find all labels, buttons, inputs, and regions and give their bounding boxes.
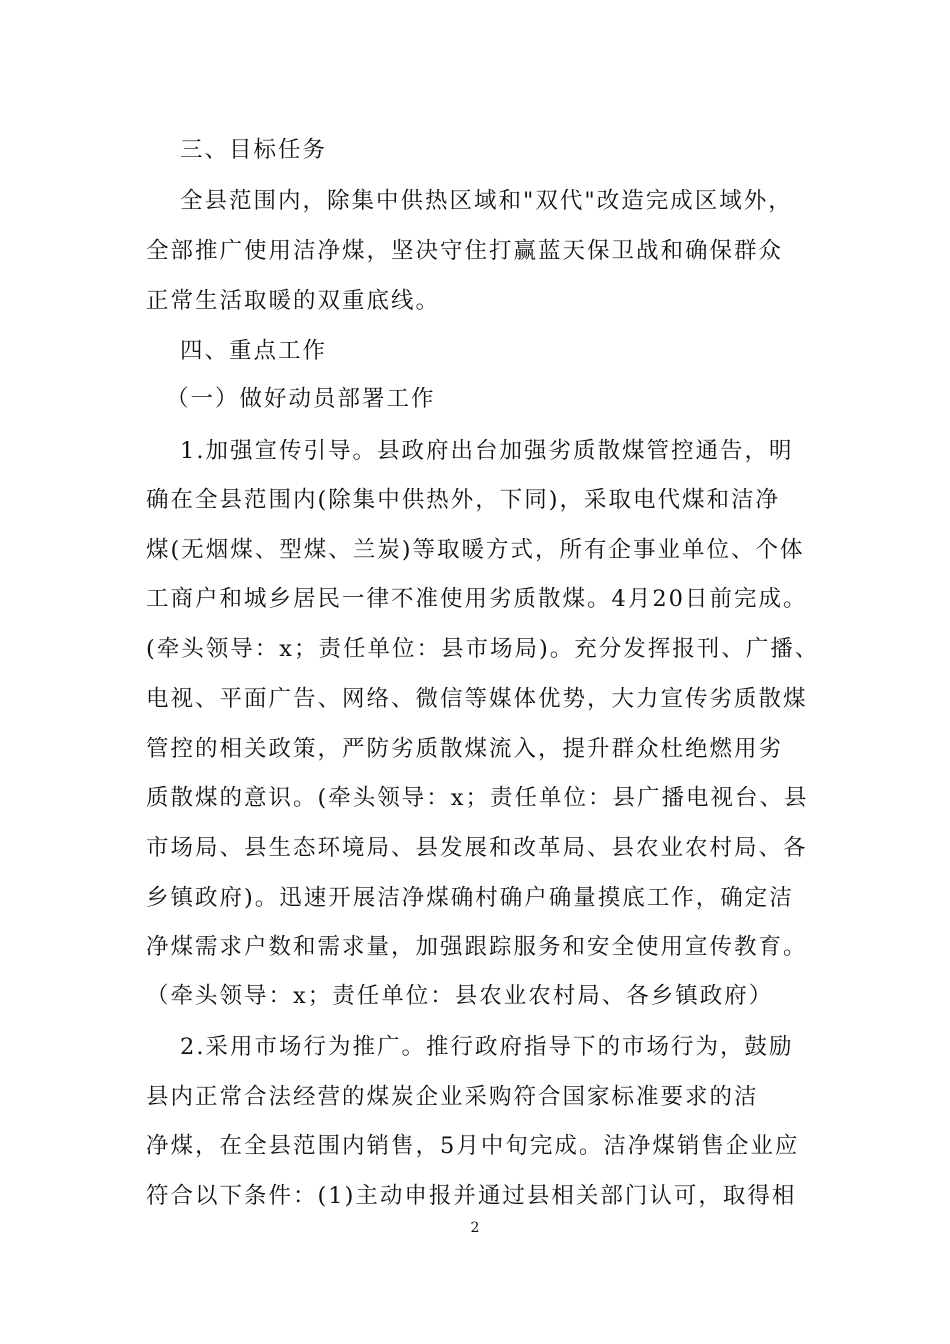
paragraph-line: 电视、平面广告、网络、微信等媒体优势，大力宣传劣质散煤 [146, 686, 808, 712]
paragraph-line: 质散煤的意识。(牵头领导：x；责任单位：县广播电视台、县 [146, 785, 809, 811]
paragraph-line: 1.加强宣传引导。县政府出台加强劣质散煤管控通告，明 [180, 438, 794, 464]
paragraph-line: 工商户和城乡居民一律不准使用劣质散煤。4月20日前完成。 [146, 586, 808, 612]
paragraph-line: 全部推广使用洁净煤，坚决守住打赢蓝天保卫战和确保群众 [146, 238, 784, 264]
paragraph-line: 正常生活取暖的双重底线。 [146, 288, 441, 314]
page-number: 2 [470, 1220, 480, 1236]
paragraph-line: 乡镇政府)。迅速开展洁净煤确村确户确量摸底工作，确定洁 [146, 885, 794, 911]
paragraph-line: 管控的相关政策，严防劣质散煤流入，提升群众杜绝燃用劣 [146, 736, 784, 762]
section-heading-4: 四、重点工作 [180, 338, 328, 364]
paragraph-line: 市场局、县生态环境局、县发展和改革局、县农业农村局、各 [146, 835, 808, 861]
paragraph-line: （牵头领导：x；责任单位：县农业农村局、各乡镇政府） [146, 983, 774, 1009]
paragraph-line: 净煤需求户数和需求量，加强跟踪服务和安全使用宣传教育。 [146, 934, 808, 960]
paragraph-line: 符合以下条件：(1)主动申报并通过县相关部门认可，取得相 [146, 1183, 797, 1209]
paragraph-line: 2.采用市场行为推广。推行政府指导下的市场行为，鼓励 [180, 1034, 794, 1060]
paragraph-line: 煤(无烟煤、型煤、兰炭)等取暖方式，所有企事业单位、个体 [146, 537, 805, 563]
paragraph-line: 确在全县范围内(除集中供热外，下同)，采取电代煤和洁净 [146, 487, 781, 513]
section-heading-3: 三、目标任务 [180, 137, 328, 163]
paragraph-line: 全县范围内，除集中供热区域和"双代"改造完成区域外， [180, 188, 793, 214]
paragraph-line: 县内正常合法经营的煤炭企业采购符合国家标准要求的洁 [146, 1084, 759, 1110]
paragraph-line: (牵头领导：x；责任单位：县市场局)。充分发挥报刊、广播、 [146, 636, 820, 662]
subsection-heading-1: （一）做好动员部署工作 [166, 386, 436, 412]
paragraph-line: 净煤，在全县范围内销售，5月中旬完成。洁净煤销售企业应 [146, 1133, 800, 1159]
